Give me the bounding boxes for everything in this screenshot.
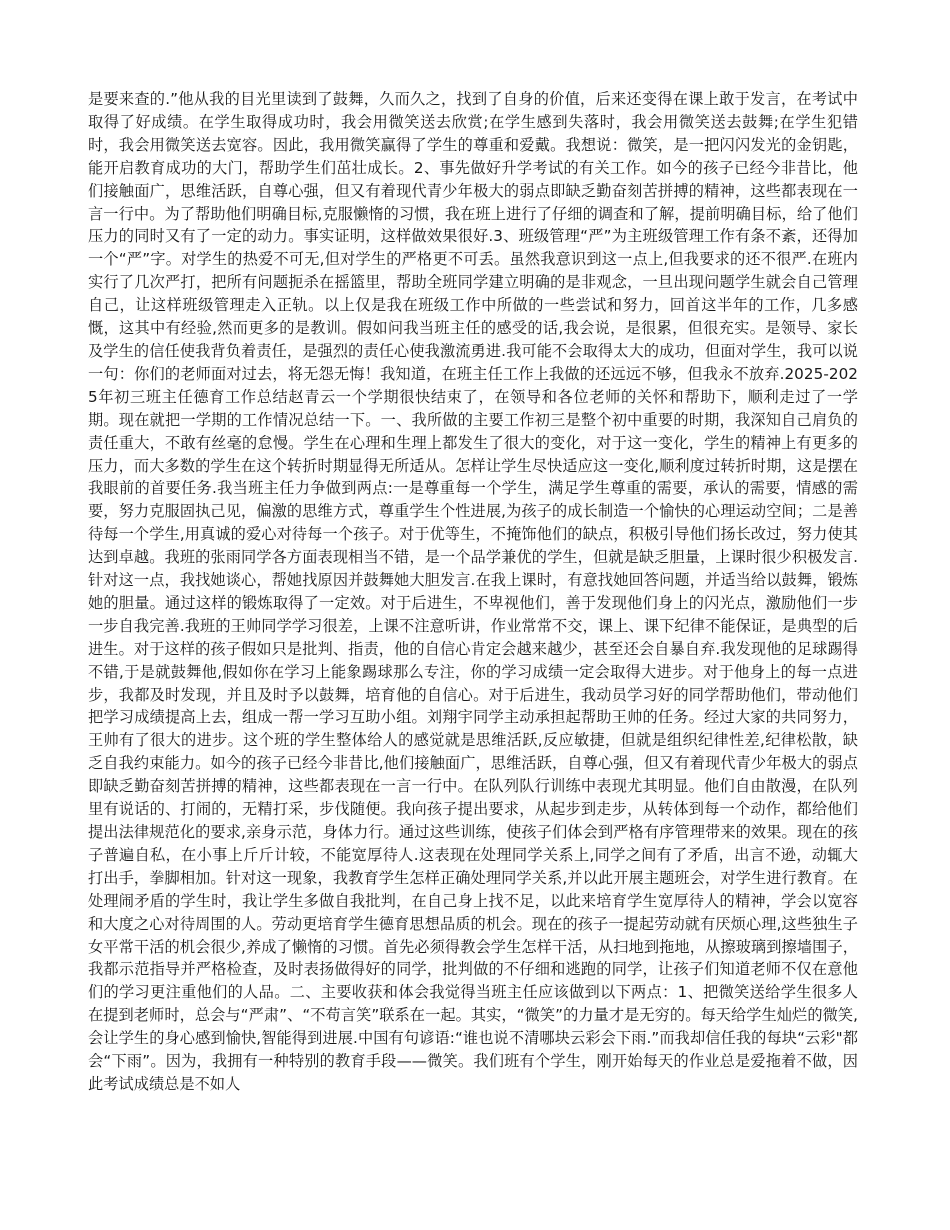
body-text-block	[88, 88, 858, 1096]
body-paragraph: 是要来查的.”他从我的目光里读到了鼓舞，久而久之，找到了自身的价值，后来还变得在课上敢于发言，在考试中取得了好成绩。在学生取得成功时，我会用微笑送去欣赏;在学生感到失落时，我会用微笑送去鼓舞;在学生犯错时，我会用微笑送去宽容。因此，我用微笑赢得了学生的尊重和爱戴。我想说：微笑，是一把闪闪发光的金钥匙，能开启教育成功的大门，帮助学生们茁壮成长。2、事先做好升学考试的有关工作。如今的孩子已经今非昔比，他们接触面广，思维活跃，自尊心强，但又有着现代青少年极大的弱点即缺乏勤奋刻苦拼搏的精神，这些都表现在一言一行中。为了帮助他们明确目标,克服懒惰的习惯，我在班上进行了仔细的调查和了解，提前明确目标，给了他们压力的同时又有了一定的动力。事实证明，这样做效果很好.3、班级管理“严”为主班级管理工作有条不紊，还得加一个“严”字。对学生的热爱不可无,但对学生的严格更不可丢。虽然我意识到这一点上,但我要求的还不很严.在班内实行了几次严打，把所有问题扼杀在摇篮里，帮助全班同学建立明确的是非观念，一旦出现问题学生就会自己管理自己，让这样班级管理走入正轨。以上仅是我在班级工作中所做的一些尝试和努力，回首这半年的工作，几多感慨，这其中有经验,然而更多的是教训。假如问我当班主任的感受的话,我会说，是很累，但很充实。是领导、家长及学生的信任使我背负着责任，是强烈的责任心使我激流勇进.我可能不会取得太大的成功，但面对学生，我可以说一句：你们的老师面对过去，将无怨无悔！我知道，在班主任工作上我做的还远远不够，但我永不放弃.2025-2025年初三班主任德育工作总结赵青云一个学期很快结束了，在领导和各位老师的关怀和帮助下，顺利走过了一学期。现在就把一学期的工作情况总结一下。一、我所做的主要工作初三是整个初中重要的时期，我深知自己肩负的责任重大，不敢有丝毫的怠慢。学生在心理和生理上都发生了很大的变化，对于这一变化，学生的精神上有更多的压力，而大多数的学生在这个转折时期显得无所适从。怎样让学生尽快适应这一变化,顺利度过转折时期，这是摆在我眼前的首要任务.我当班主任力争做到两点:一是尊重每一个学生，满足学生尊重的需要，承认的需要，情感的需要，努力克服固执己见，偏激的思维方式，尊重学生个性进展,为孩子的成长制造一个愉快的心理运动空间；二是善待每一个学生,用真诚的爱心对待每一个孩子。对于优等生，不掩饰他们的缺点，积极引导他们扬长改过，努力使其达到卓越。我班的张雨同学各方面表现相当不错，是一个品学兼优的学生，但就是缺乏胆量，上课时很少积极发言.针对这一点，我找她谈心，帮她找原因并鼓舞她大胆发言.在我上课时，有意找她回答问题，并适当给以鼓舞，锻炼她的胆量。通过这样的锻炼取得了一定效。对于后进生，不卑视他们，善于发现他们身上的闪光点，激励他们一步一步自我完善.我班的王帅同学学习很差，上课不注意听讲，作业常常不交，课上、课下纪律不能保证，是典型的后进生。对于这样的孩子假如只是批判、指责，他的自信心肯定会越来越少，甚至还会自暴自弃.我发现他的足球踢得不错,于是就鼓舞他,假如你在学习上能象踢球那么专注，你的学习成绩一定会取得大进步。对于他身上的每一点进步，我都及时发现，并且及时予以鼓舞，培育他的自信心。对于后进生，我动员学习好的同学帮助他们，带动他们把学习成绩提高上去，组成一帮一学习互助小组。刘翔宇同学主动承担起帮助王帅的任务。经过大家的共同努力，王帅有了很大的进步。这个班的学生整体给人的感觉就是思维活跃,反应敏捷，但就是组织纪律性差,纪律松散，缺乏自我约束能力。如今的孩子已经今非昔比,他们接触面广，思维活跃，自尊心强，但又有着现代青少年极大的弱点即缺乏勤奋刻苦拼搏的精神，这些都表现在一言一行中。在队列队行训练中表现尤其明显。他们自由散漫，在队列里有说话的、打闹的，无精打采，步伐随便。我向孩子提出要求，从起步到走步，从转体到每一个动作，都给他们提出法律规范化的要求,亲身示范，身体力行。通过这些训练，使孩子们体会到严格有序管理带来的效果。现在的孩子普遍自私，在小事上斤斤计较，不能宽厚待人.这表现在处理同学关系上,同学之间有了矛盾，出言不逊，动辄大打出手，拳脚相加。针对这一现象，我教育学生怎样正确处理同学关系,并以此开展主题班会，对学生进行教育。在处理闹矛盾的学生时，我让学生多做自我批判，在自己身上找不足，以此来培育学生宽厚待人的精神，学会以宽容和大度之心对待周围的人。劳动更培育学生德育思想品质的机会。现在的孩子一提起劳动就有厌烦心理,这些独生子女平常干活的机会很少,养成了懒惰的习惯。首先必须得教会学生怎样干活，从扫地到拖地，从擦玻璃到擦墙围子，我都示范指导并严格检查，及时表扬做得好的同学，批判做的不仔细和逃跑的同学，让孩子们知道老师不仅在意他们的学习更注重他们的人品。二、主要收获和体会我觉得当班主任应该做到以下两点：1、把微笑送给学生很多人在提到老师时，总会与“严肃”、“不苟言笑”联系在一起。其实，“微笑”的力量才是无穷的。每天给学生灿烂的微笑,会让学生的身心感到愉快,智能得到进展.中国有句谚语:“谁也说不清哪块云彩会下雨.”而我却信任我的每块“云彩"都会“下雨”。因为，我拥有一种特别的教育手段——微笑。我们班有个学生，刚开始每天的作业总是爱拖着不做，因此考试成绩总是不如人	[88, 90, 858, 1093]
